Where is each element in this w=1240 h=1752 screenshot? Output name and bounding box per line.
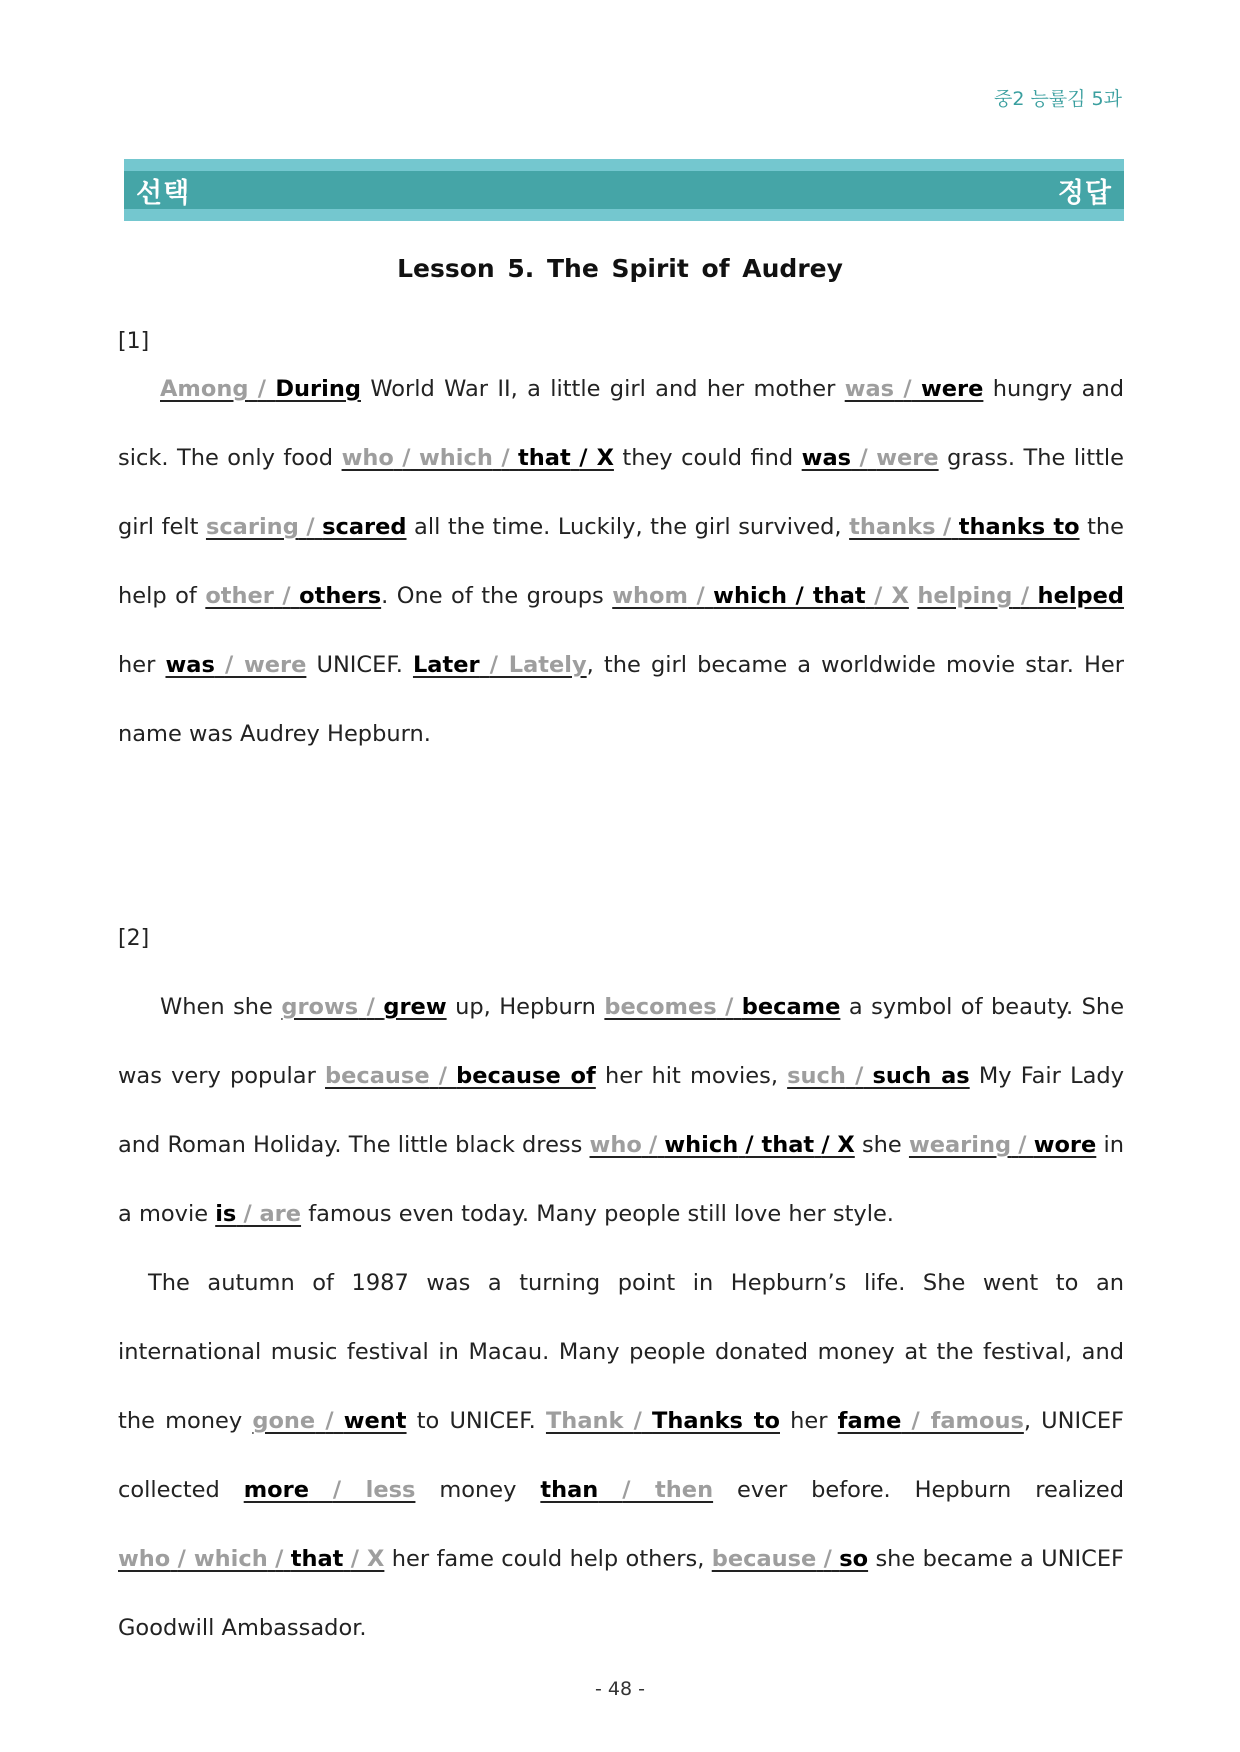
option: because	[325, 1063, 430, 1089]
answer: became	[741, 994, 841, 1020]
answer: more	[243, 1477, 309, 1503]
text: up, Hepburn	[446, 994, 605, 1020]
text: famous even today. Many people still love her style.	[301, 1201, 894, 1227]
answer: During	[275, 376, 361, 402]
answer: went	[343, 1408, 407, 1434]
choice-10	[165, 652, 306, 678]
sep: /	[501, 445, 510, 471]
sep: /	[366, 994, 375, 1020]
option: / Lately	[489, 652, 587, 678]
answer: scared	[322, 514, 407, 540]
answer: helped	[1037, 583, 1125, 609]
banner-right-label: 정답	[1057, 177, 1112, 209]
section-marker-2: [2]	[118, 926, 150, 951]
text: in a movie	[118, 1132, 1124, 1227]
text: The autumn of 1987 was a turning point in Hepburn’s life. She went to an international music festival in Macau. Many people donated money at the festival, and the money	[118, 1270, 1124, 1434]
option: / X	[350, 1546, 385, 1572]
text: grass. The little girl felt	[118, 445, 1125, 540]
choice-20	[546, 1408, 780, 1434]
text: World War II, a little girl and her mother	[370, 376, 845, 402]
sep: /	[306, 514, 315, 540]
choice-24	[118, 1546, 384, 1572]
answer: Thanks to	[652, 1408, 780, 1434]
option: scaring	[205, 514, 299, 540]
paragraph-3	[118, 1249, 1124, 1663]
sep: /	[633, 1408, 642, 1434]
page-number: - 48 -	[595, 1678, 645, 1700]
sep: /	[903, 376, 912, 402]
answer: grew	[383, 994, 447, 1020]
answer: fame	[837, 1408, 902, 1434]
option: gone	[252, 1408, 316, 1434]
paragraph-1	[118, 355, 1124, 769]
choice-14	[325, 1063, 596, 1089]
choice-3	[342, 445, 614, 471]
option: because	[711, 1546, 817, 1572]
answer: which	[664, 1132, 739, 1158]
text: to UNICEF.	[406, 1408, 546, 1434]
text: , the girl became a worldwide movie star. Her name was Audrey Hepburn.	[118, 652, 1125, 747]
answer: which	[713, 583, 788, 609]
option: which	[418, 445, 493, 471]
answer: such as	[872, 1063, 970, 1089]
section-banner	[124, 159, 1124, 221]
choice-9	[917, 583, 1124, 609]
text: UNICEF.	[306, 652, 413, 678]
sep: /	[859, 445, 868, 471]
text: hungry and sick. The only food	[118, 376, 1125, 471]
answer: that	[290, 1546, 344, 1572]
answer: were	[920, 376, 984, 402]
text: she became a UNICEF Goodwill Ambassador.	[118, 1546, 1124, 1641]
text: they could find	[613, 445, 802, 471]
text: her	[118, 652, 166, 678]
choice-12	[281, 994, 446, 1020]
sep: /	[696, 583, 705, 609]
choice-6	[849, 514, 1079, 540]
text: . One of the groups	[381, 583, 613, 609]
text: all the time. Luckily, the girl survived,	[406, 514, 850, 540]
choice-18	[215, 1201, 301, 1227]
sep: /	[257, 376, 267, 402]
section-marker-1: [1]	[118, 329, 150, 354]
answer: / X	[579, 445, 614, 471]
sep: /	[1020, 583, 1030, 609]
text: , UNICEF collected	[118, 1408, 1124, 1503]
choice-8	[612, 583, 909, 609]
choice-15	[787, 1063, 970, 1089]
option: other	[205, 583, 274, 609]
text: her	[780, 1408, 838, 1434]
answer: others	[299, 583, 382, 609]
answer: is	[215, 1201, 237, 1227]
choice-5	[206, 514, 407, 540]
option: / famous	[911, 1408, 1024, 1434]
banner-bar	[124, 171, 1124, 209]
lesson-title: Lesson 5. The Spirit of Audrey	[397, 254, 843, 283]
option: such	[787, 1063, 846, 1089]
answer: / X	[821, 1132, 855, 1158]
option: / X	[874, 583, 909, 609]
option: who	[118, 1546, 171, 1572]
sep: /	[275, 1546, 284, 1572]
text: her hit movies,	[595, 1063, 788, 1089]
sep: /	[648, 1132, 658, 1158]
answer: wore	[1033, 1132, 1097, 1158]
choice-16	[590, 1132, 855, 1158]
sep: /	[1018, 1132, 1027, 1158]
option: / less	[332, 1477, 416, 1503]
choice-17	[909, 1132, 1096, 1158]
text: her fame could help others,	[384, 1546, 712, 1572]
option: grows	[281, 994, 359, 1020]
text: When she	[160, 994, 282, 1020]
choice-2	[845, 376, 984, 402]
sep: /	[402, 445, 411, 471]
answer: that	[518, 445, 571, 471]
option: / were	[224, 652, 307, 678]
text: My Fair Lady and Roman Holiday. The little black dress	[118, 1063, 1125, 1158]
paragraph-2	[118, 973, 1124, 1249]
text: money	[415, 1477, 541, 1503]
choice-25	[712, 1546, 868, 1572]
choice-1	[160, 376, 361, 402]
choice-21	[838, 1408, 1024, 1434]
option: / which	[177, 1546, 268, 1572]
choice-19	[252, 1408, 406, 1434]
option: was	[844, 376, 895, 402]
option: whom	[612, 583, 688, 609]
sep: /	[823, 1546, 832, 1572]
sep: /	[325, 1408, 334, 1434]
text: she	[854, 1132, 909, 1158]
answer: because of	[456, 1063, 596, 1089]
choice-22	[244, 1477, 416, 1503]
sep: /	[855, 1063, 864, 1089]
answer: so	[839, 1546, 869, 1572]
text: the help of	[118, 514, 1125, 609]
answer: was	[801, 445, 852, 471]
sep: /	[282, 583, 291, 609]
answer: Later	[412, 652, 480, 678]
sep: /	[943, 514, 952, 540]
option: were	[876, 445, 939, 471]
option: thanks	[849, 514, 936, 540]
answer: than	[540, 1477, 599, 1503]
answer: thanks to	[958, 514, 1080, 540]
choice-23	[540, 1477, 713, 1503]
option: who	[589, 1132, 642, 1158]
option: Thank	[545, 1408, 624, 1434]
text: ever before. Hepburn realized	[713, 1477, 1125, 1503]
banner-left-label: 선택	[136, 177, 191, 209]
answer: / that	[745, 1132, 815, 1158]
choice-7	[205, 583, 381, 609]
sep: /	[725, 994, 734, 1020]
option: Among	[160, 376, 249, 402]
answer: / that	[795, 583, 866, 609]
option: who	[341, 445, 394, 471]
option: / then	[622, 1477, 714, 1503]
choice-11	[413, 652, 587, 678]
text: a symbol of beauty. She was very popular	[118, 994, 1125, 1089]
choice-13	[604, 994, 840, 1020]
option: helping	[917, 583, 1013, 609]
option: / are	[243, 1201, 302, 1227]
sep: /	[438, 1063, 447, 1089]
option: wearing	[908, 1132, 1012, 1158]
choice-4	[802, 445, 939, 471]
answer: was	[165, 652, 215, 678]
option: becomes	[604, 994, 717, 1020]
header-course-label: 중2 능률김 5과	[993, 88, 1122, 110]
